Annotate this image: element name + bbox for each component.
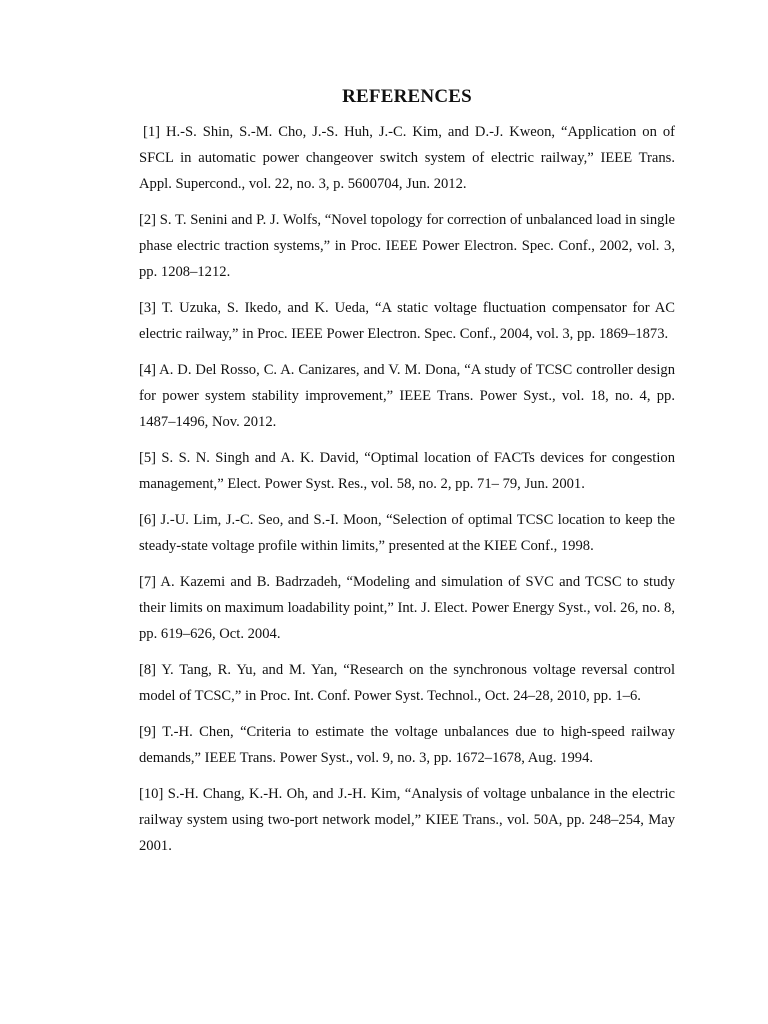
- reference-item-2: [2] S. T. Senini and P. J. Wolfs, “Novel topology for correction of unbalanced load in single phase electric traction systems,” in Proc. IEEE Power Electron. Spec. Conf., 2002, vol. 3, pp. 1208–1212.: [139, 212, 675, 280]
- reference-item-9: [9] T.-H. Chen, “Criteria to estimate the voltage unbalances due to high-speed railway demands,” IEEE Trans. Power Syst., vol. 9, no. 3, pp. 1672–1678, Aug. 1994.: [139, 724, 675, 766]
- reference-list: [139, 119, 675, 869]
- reference-item-5: [5] S. S. N. Singh and A. K. David, “Optimal location of FACTs devices for congestion management,” Elect. Power Syst. Res., vol. 58, no. 2, pp. 71– 79, Jun. 2001.: [139, 450, 675, 492]
- page-title: REFERENCES: [342, 86, 472, 107]
- reference-item-10: [10] S.-H. Chang, K.-H. Oh, and J.-H. Kim, “Analysis of voltage unbalance in the electric railway system using two-port network model,” KIEE Trans., vol. 50A, pp. 248–254, May 2001.: [139, 786, 675, 854]
- reference-item-1: [1] H.-S. Shin, S.-M. Cho, J.-S. Huh, J.-C. Kim, and D.-J. Kweon, “Application on of SFCL in automatic power changeover switch system of electric railway,” IEEE Trans. Appl. Supercond., vol. 22, no. 3, p. 5600704, Jun. 2012.: [139, 124, 675, 192]
- reference-item-6: [6] J.-U. Lim, J.-C. Seo, and S.-I. Moon, “Selection of optimal TCSC location to keep the steady-state voltage profile within limits,” presented at the KIEE Conf., 1998.: [139, 512, 675, 554]
- reference-item-8: [8] Y. Tang, R. Yu, and M. Yan, “Research on the synchronous voltage reversal control model of TCSC,” in Proc. Int. Conf. Power Syst. Technol., Oct. 24–28, 2010, pp. 1–6.: [139, 662, 675, 704]
- reference-item-7: [7] A. Kazemi and B. Badrzadeh, “Modeling and simulation of SVC and TCSC to study their limits on maximum loadability point,” Int. J. Elect. Power Energy Syst., vol. 26, no. 8, pp. 619–626, Oct. 2004.: [139, 574, 675, 642]
- reference-item-4: [4] A. D. Del Rosso, C. A. Canizares, and V. M. Dona, “A study of TCSC controller design for power system stability improvement,” IEEE Trans. Power Syst., vol. 18, no. 4, pp. 1487–1496, Nov. 2012.: [139, 362, 675, 430]
- reference-item-3: [3] T. Uzuka, S. Ikedo, and K. Ueda, “A static voltage fluctuation compensator for AC electric railway,” in Proc. IEEE Power Electron. Spec. Conf., 2004, vol. 3, pp. 1869–1873.: [139, 300, 675, 342]
